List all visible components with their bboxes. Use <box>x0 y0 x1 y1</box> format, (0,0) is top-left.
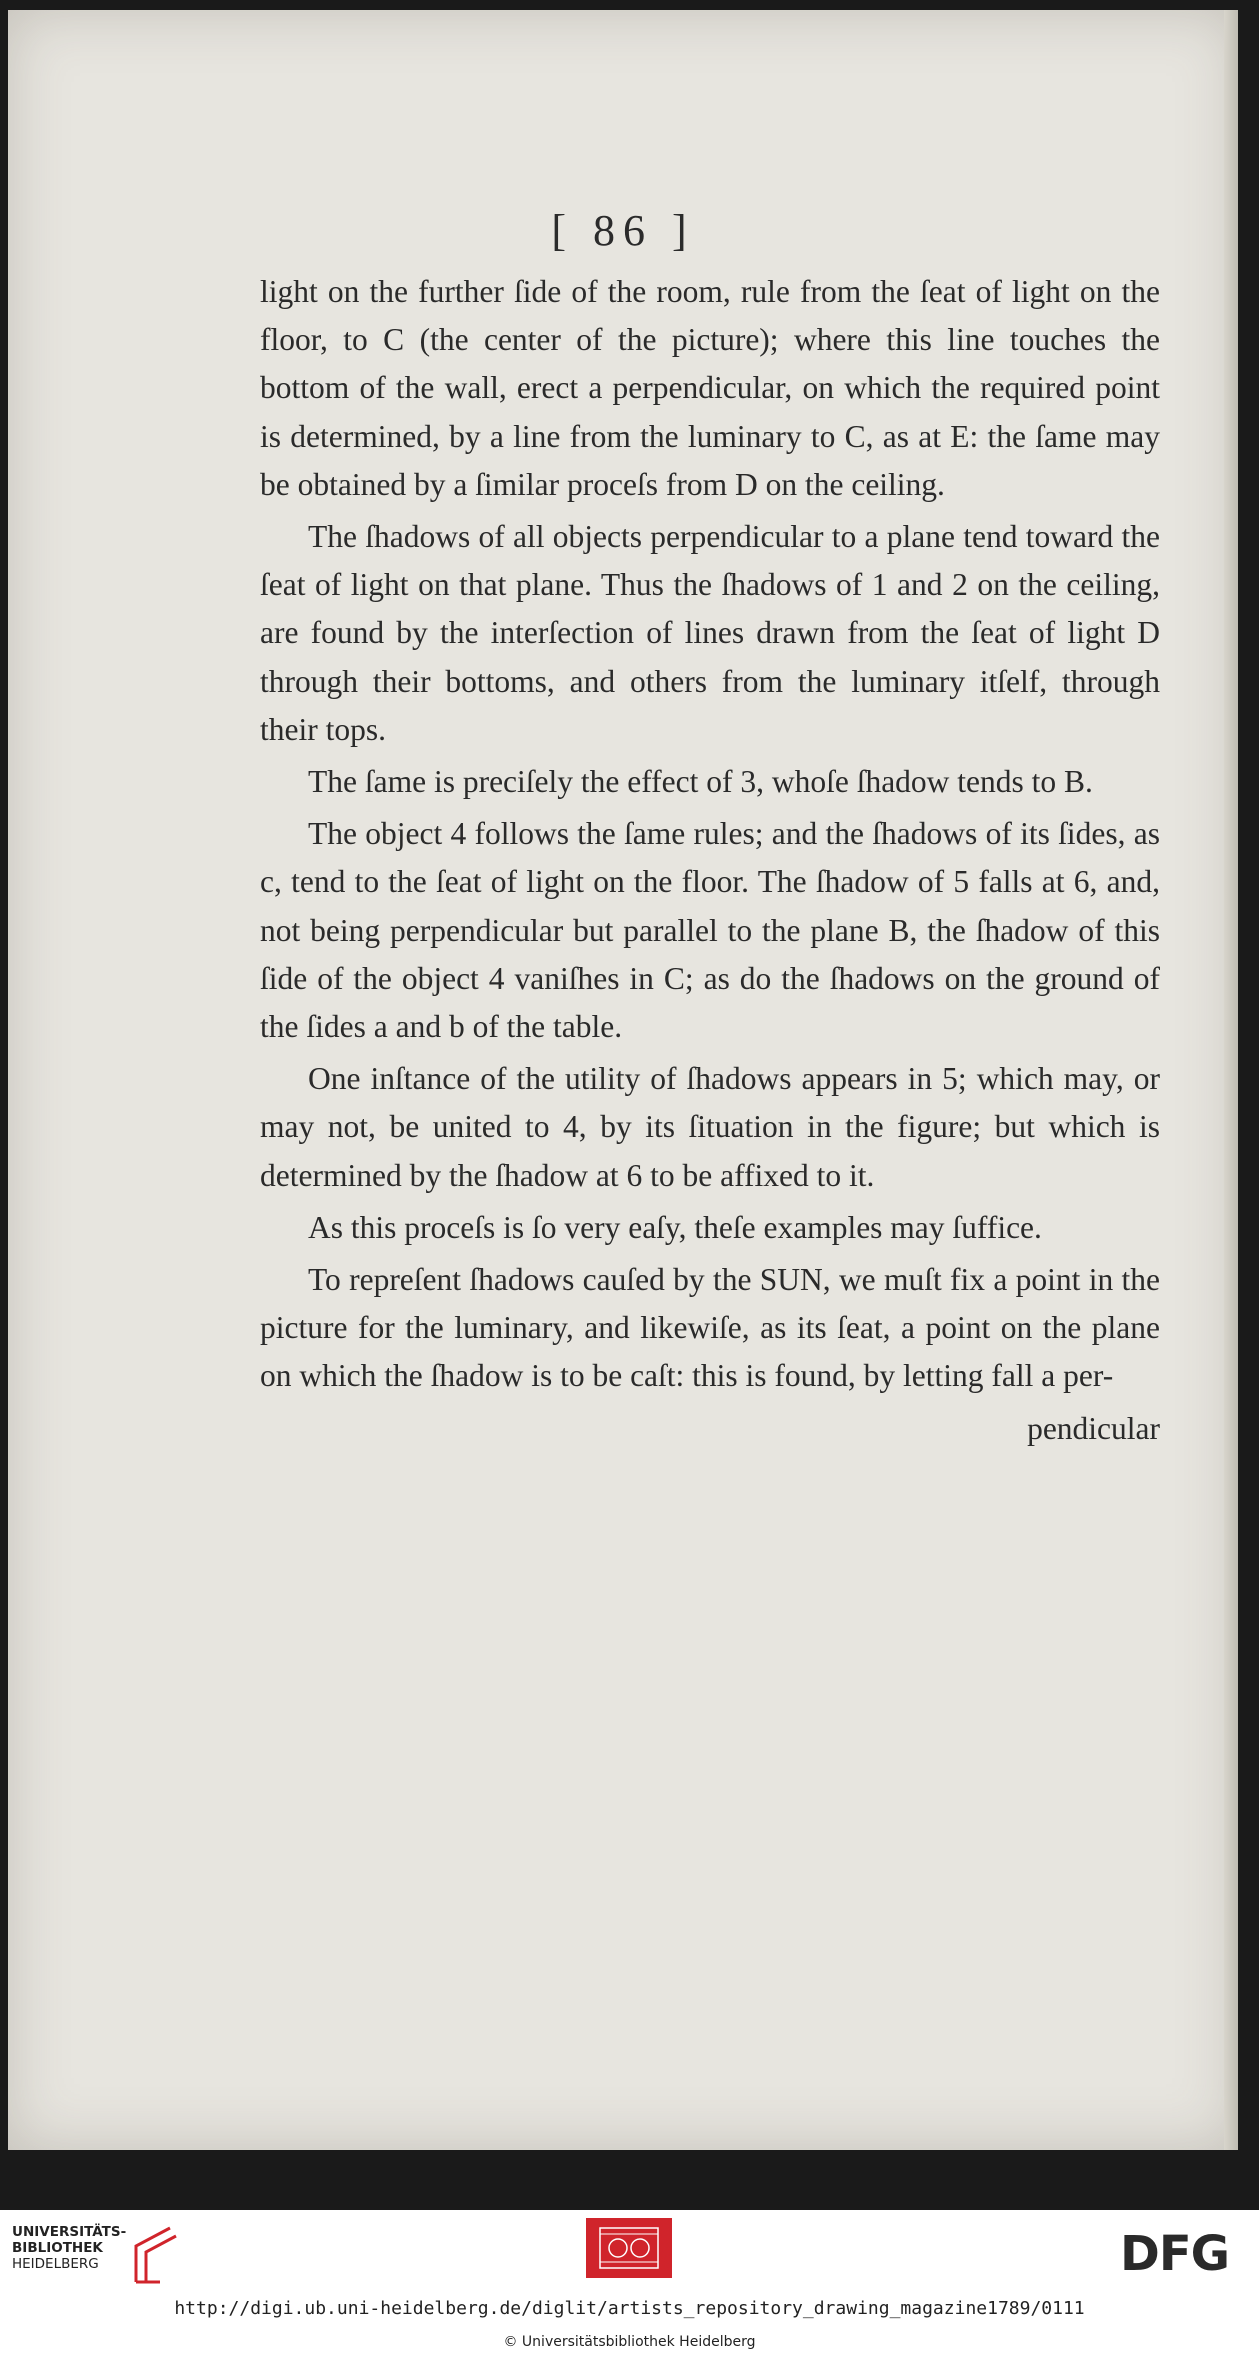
library-name-line3: HEIDELBERG <box>12 2256 99 2272</box>
library-mark-icon <box>130 2222 186 2288</box>
paragraph-1: light on the further ſide of the room, rule from the ſeat of light on the floor, to C (the center of the picture); where this line touches the bottom of the wall, erect a perpendicular, on which the required point is determined, by a line from the luminary to C, as at E: the ſame may be obtained by a ſimilar proceſs from D on the ceiling. <box>260 274 1160 502</box>
permalink-url[interactable]: http://digi.ub.uni-heidelberg.de/diglit/artists_repository_drawing_magazine1789/0111 <box>174 2298 1085 2319</box>
footer <box>0 2210 1259 2363</box>
paragraph-6: As this proceſs is ſo very eaſy, theſe examples may ſuffice. <box>308 1209 1042 1245</box>
paragraph-3: The ſame is preciſely the effect of 3, whoſe ſhadow tends to B. <box>308 764 1093 800</box>
episteme-emblem-icon <box>586 2218 672 2278</box>
episteme-logo-icon[interactable] <box>586 2218 672 2278</box>
book-page <box>8 10 1238 2150</box>
page-number: [ 86 ] <box>551 206 695 255</box>
library-name <box>12 2224 126 2272</box>
dfg-logo[interactable]: DFG <box>1120 2226 1230 2282</box>
catchword: pendicular <box>1027 1410 1160 1446</box>
paragraph-4: The object 4 follows the ſame rules; and the ſhadows of its ſides, as c, tend to the ſeat of light on the floor. The ſhadow of 5 falls at 6, and, not being perpendicular but parallel to the plane B, the ſhadow of this ſide of the object 4 vaniſhes in C; as do the ſhadows on the ground of the ſides a and b of the table. <box>260 816 1160 1045</box>
paragraph-2: The ſhadows of all objects perpendicular to a plane tend toward the ſeat of light on that plane. Thus the ſhadows of 1 and 2 on the ceiling, are found by the interſection of lines drawn from the ſeat of light D through their bottoms, and others from the luminary itſelf, through their tops. <box>260 519 1160 747</box>
paragraph-5: One inſtance of the utility of ſhadows appears in 5; which may, or may not, be united to 4, by its ſituation in the figure; but which is determined by the ſhadow at 6 to be affixed to it. <box>260 1061 1160 1193</box>
library-name-line1: UNIVERSITÄTS- <box>12 2224 127 2240</box>
paragraph-7: To repreſent ſhadows cauſed by the SUN, we muſt fix a point in the picture for the luminary, and likewiſe, as its ſeat, a point on the plane on which the ſhadow is to be caſt: this is found, by letting fall a per- <box>260 1262 1160 1394</box>
copyright-notice: © Universitätsbibliothek Heidelberg <box>503 2334 756 2350</box>
library-name-line2: BIBLIOTHEK <box>12 2240 103 2256</box>
library-logo[interactable] <box>12 2222 192 2292</box>
body-text <box>260 268 1160 1457</box>
